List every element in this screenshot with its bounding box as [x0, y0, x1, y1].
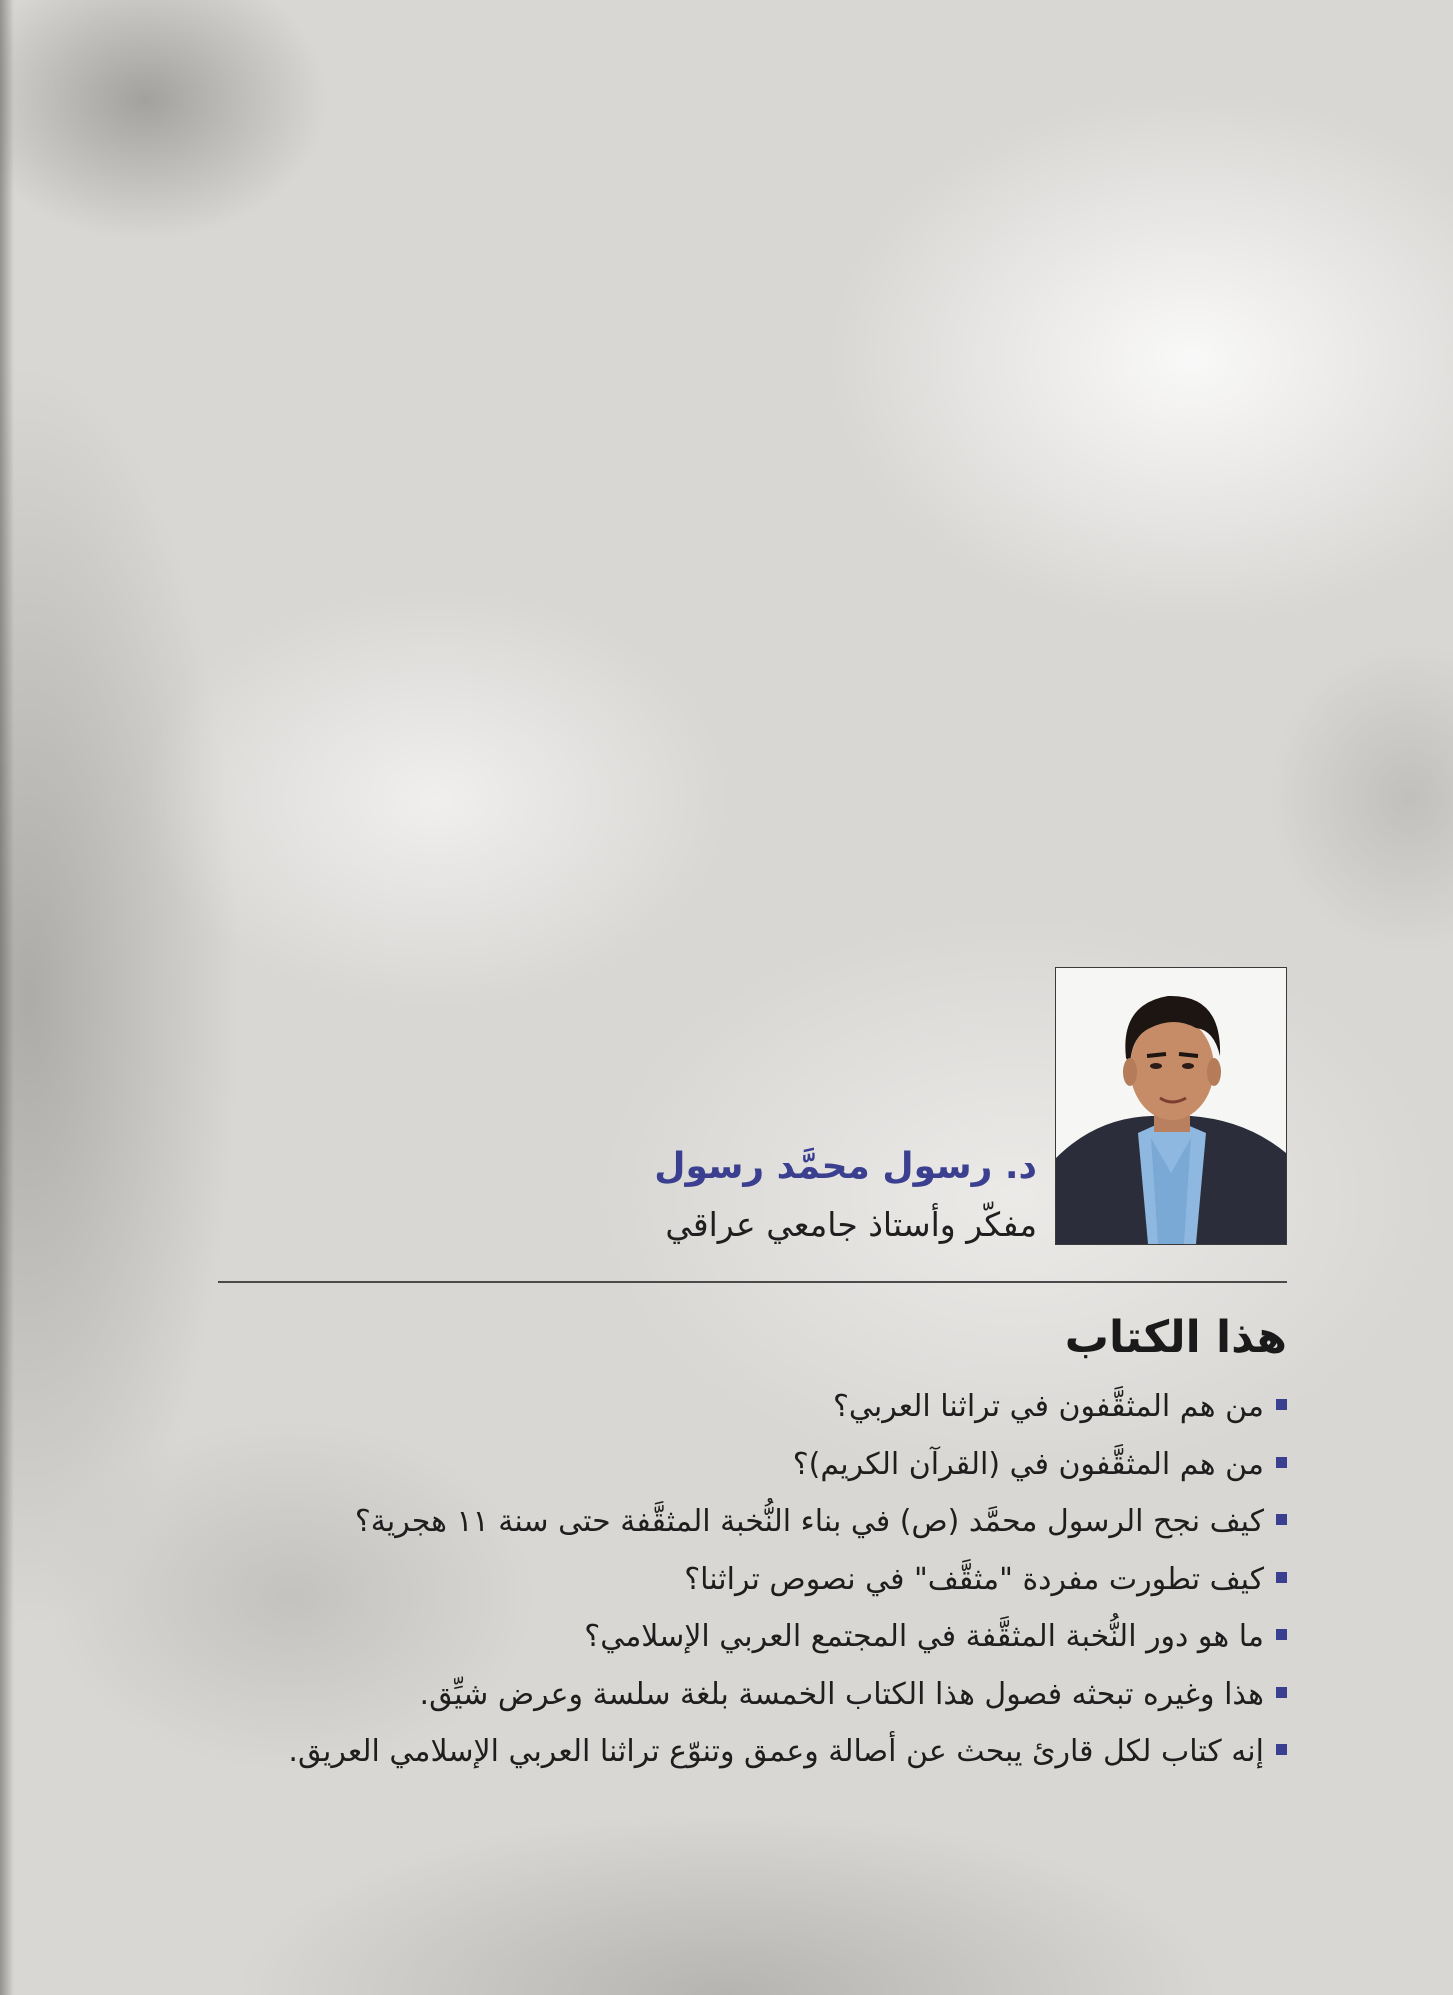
- square-bullet-icon: [1276, 1514, 1287, 1525]
- list-item-text: من هم المثقَّفون في (القرآن الكريم)؟: [792, 1446, 1264, 1482]
- list-item: [147, 1551, 1287, 1609]
- list-item: [147, 1723, 1287, 1781]
- square-bullet-icon: [1276, 1687, 1287, 1698]
- list-item-text: من هم المثقَّفون في تراثنا العربي؟: [832, 1389, 1264, 1424]
- section-title: هذا الكتاب: [1064, 1312, 1287, 1363]
- list-item-text: إنه كتاب لكل قارئ يبحث عن أصالة وعمق وتنوّع تراثنا العربي الإسلامي العريق.: [288, 1734, 1264, 1769]
- list-item-text: كيف تطورت مفردة "مثقَّف" في نصوص تراثنا؟: [684, 1561, 1264, 1597]
- author-photo: [1055, 967, 1287, 1245]
- square-bullet-icon: [1276, 1744, 1287, 1755]
- list-item: [147, 1608, 1287, 1666]
- author-title: مفكّر وأستاذ جامعي عراقي: [665, 1205, 1037, 1244]
- section-divider: [218, 1281, 1287, 1283]
- author-name: د. رسول محمَّد رسول: [654, 1146, 1037, 1187]
- author-portrait-image: [1056, 968, 1286, 1244]
- square-bullet-icon: [1276, 1457, 1287, 1468]
- list-item: [147, 1493, 1287, 1551]
- list-item: [147, 1666, 1287, 1724]
- list-item: [147, 1436, 1287, 1494]
- list-item-text: كيف نجح الرسول محمَّد (ص) في بناء النُّخبة المثقَّفة حتى سنة ١١ هجرية؟: [354, 1504, 1264, 1539]
- spine-edge-shadow: [0, 0, 14, 1995]
- square-bullet-icon: [1276, 1399, 1287, 1410]
- list-item-text: هذا وغيره تبحثه فصول هذا الكتاب الخمسة بلغة سلسة وعرض شيِّق.: [419, 1676, 1264, 1712]
- square-bullet-icon: [1276, 1572, 1287, 1583]
- list-item: [147, 1378, 1287, 1436]
- book-points-list: [147, 1378, 1287, 1781]
- square-bullet-icon: [1276, 1629, 1287, 1640]
- list-item-text: ما هو دور النُّخبة المثقَّفة في المجتمع العربي الإسلامي؟: [584, 1619, 1264, 1654]
